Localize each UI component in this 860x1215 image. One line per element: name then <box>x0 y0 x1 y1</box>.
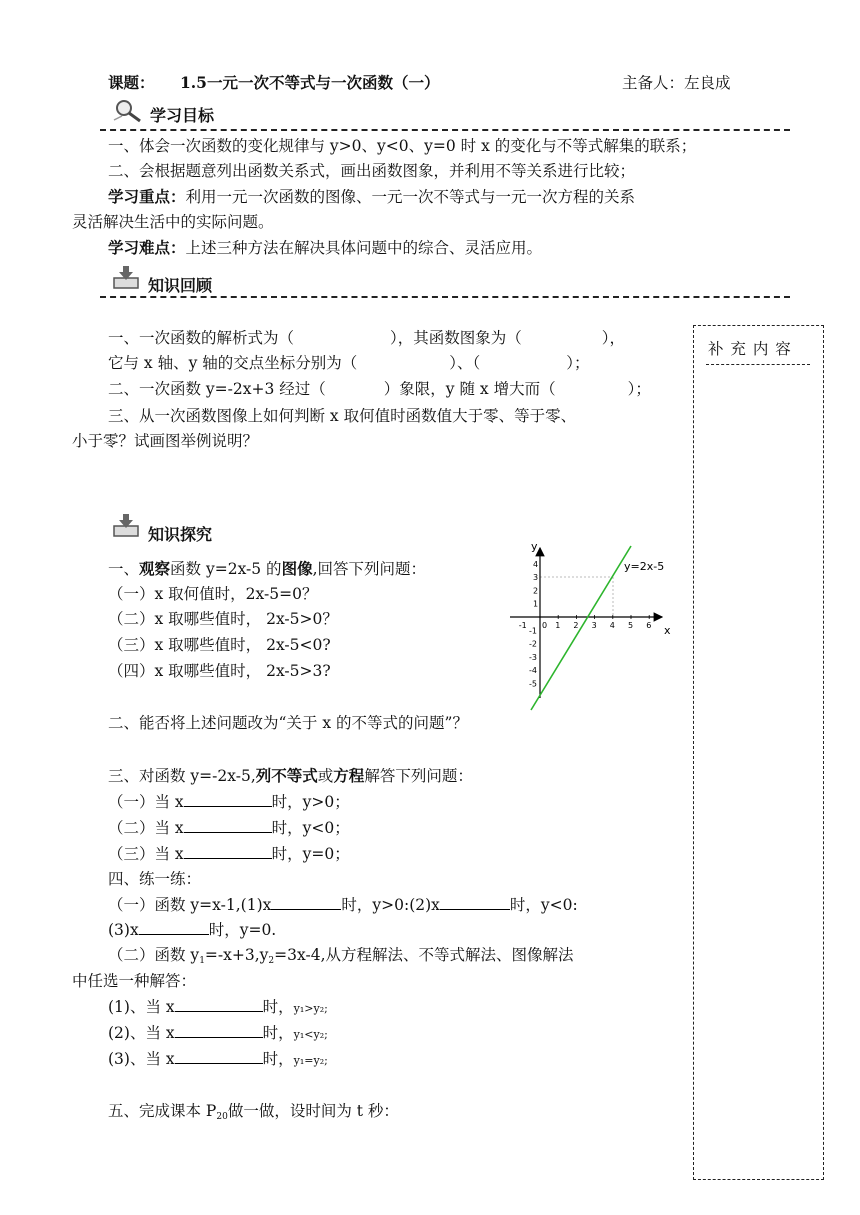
supplement-box <box>693 325 824 1180</box>
key-point-cont: 灵活解决生活中的实际问题。 <box>72 213 274 231</box>
text: 三、对函数 y=-2x-5, <box>108 767 256 785</box>
text: 图像 <box>281 559 313 578</box>
q3-item <box>108 843 350 865</box>
y-tick-label: 1 <box>533 599 539 609</box>
key-text: 利用一元一次函数的图像、一元一次不等式与一元一次方程的关系 <box>185 188 636 206</box>
answer-blank[interactable] <box>175 1022 263 1038</box>
lesson-title-text: 1.5一元一次不等式与一次函数（一） <box>180 73 440 92</box>
text: 时，y>0:(2)x <box>341 896 440 914</box>
relation: y₁<y₂; <box>293 1028 328 1041</box>
answer-blank[interactable] <box>271 894 341 910</box>
answer-blank[interactable] <box>139 919 209 935</box>
q4-line-3: （二）函数 $y_1=-x+3,y_2=3x-4$,从方程解法、不等式解法、图像解法 <box>108 946 574 966</box>
q3-item <box>108 791 350 813</box>
y-tick-label: -5 <box>529 679 537 689</box>
divider <box>100 296 790 298</box>
text: 时，y>0； <box>271 793 350 811</box>
y-tick-label: -2 <box>529 639 537 649</box>
text: （一）函数 y=x-1,(1)x <box>108 896 272 914</box>
text: (2)、当 x <box>108 1024 175 1042</box>
text: ）、（ <box>449 354 481 372</box>
question-5: 五、完成课本 $P_{20}$做一做，设时间为 t 秒： <box>108 1102 399 1122</box>
text: 解答下列问题： <box>364 767 473 785</box>
x-tick-label: 5 <box>628 621 634 630</box>
difficulty <box>108 237 542 259</box>
answer-blank[interactable] <box>175 1048 263 1064</box>
text: 它与 x 轴、y 轴的交点坐标分别为（ <box>108 354 358 372</box>
x-tick-label: 2 <box>573 621 579 630</box>
q1-item: （四）x 取哪些值时， 2x-5>3? <box>108 662 331 680</box>
text: =-x+3,y <box>204 946 269 964</box>
text: ）； <box>566 354 590 372</box>
text: 方程 <box>333 766 365 785</box>
text: 五、完成课本 P <box>108 1102 217 1120</box>
goal-2: 二、会根据题意列出函数关系式，画出函数图象，并利用不等关系进行比较； <box>108 162 636 180</box>
text: 时， <box>262 998 294 1016</box>
text: 列不等式 <box>255 766 318 785</box>
goal-1: 一、体会一次函数的变化规律与 y>0、y<0、y=0 时 x 的变化与不等式解集的联系； <box>108 137 697 155</box>
text: 时，y=0. <box>208 921 277 939</box>
question-2: 二、能否将上述问题改为“关于 x 的不等式的问题”？ <box>108 714 468 732</box>
key-label: 学习重点： <box>108 187 186 206</box>
q4-item <box>108 996 328 1020</box>
x-tick-label: 1 <box>555 621 561 630</box>
answer-blank[interactable] <box>184 791 272 807</box>
download-tray-icon <box>112 512 140 538</box>
review-line-2 <box>108 352 590 374</box>
text: 时，y<0: <box>509 896 578 914</box>
y-tick-label: -4 <box>529 666 537 676</box>
supplement-title: 补 充 内 容 <box>708 340 792 358</box>
magnifier-icon <box>112 98 144 124</box>
review-line-5: 小于零？试画图举例说明？ <box>72 432 259 450</box>
y-tick-label: 3 <box>533 573 539 583</box>
text: 时， <box>262 1050 294 1068</box>
question-4: 四、练一练： <box>108 870 202 888</box>
lesson-title <box>180 72 439 94</box>
text: ,回答下列问题： <box>312 560 427 578</box>
text: 一、一次函数的解析式为（ <box>108 329 295 347</box>
text: ）象限，y 随 x 增大而（ <box>383 380 556 398</box>
answer-blank[interactable] <box>184 843 272 859</box>
text: 时，y=0； <box>271 845 350 863</box>
divider <box>100 129 790 131</box>
text: 或 <box>317 767 334 785</box>
q4-line-2 <box>108 919 276 941</box>
function-graph <box>500 538 690 718</box>
text: 观察 <box>139 559 171 578</box>
q1-item: （二）x 取哪些值时， 2x-5>0？ <box>108 610 338 628</box>
q4-line-1 <box>108 894 578 916</box>
x-tick-label: 3 <box>591 621 597 630</box>
text: ），其函数图象为（ <box>390 329 522 347</box>
text: (1)、当 x <box>108 998 175 1016</box>
q1-item: （三）x 取哪些值时， 2x-5<0? <box>108 636 331 654</box>
text: =3x-4,从方程解法、不等式解法、图像解法 <box>274 946 574 964</box>
text: ）， <box>601 329 626 347</box>
text: 时， <box>262 1024 294 1042</box>
supplement-divider <box>706 364 810 365</box>
review-line-1 <box>108 327 625 349</box>
author: 主备人：左良成 <box>622 74 731 92</box>
y-tick-label: -1 <box>529 626 537 636</box>
line-label: y=2x-5 <box>624 560 665 573</box>
header-label: 课题： <box>108 73 155 92</box>
review-line-3 <box>108 378 651 400</box>
y-tick-label: 4 <box>533 559 539 569</box>
text: （二）当 x <box>108 819 184 837</box>
difficulty-label: 学习难点： <box>108 238 186 257</box>
q1-item: （一）x 取何值时，2x-5=0？ <box>108 585 318 603</box>
download-tray-icon <box>112 264 140 290</box>
x-tick-label: 0 <box>542 621 548 630</box>
text: (3)x <box>108 921 139 939</box>
review-title: 知识回顾 <box>148 276 213 295</box>
text: 一、 <box>108 560 140 578</box>
q3-item <box>108 817 350 839</box>
text: 时，y<0； <box>271 819 350 837</box>
answer-blank[interactable] <box>184 817 272 833</box>
answer-blank[interactable] <box>175 996 263 1012</box>
question-1 <box>108 558 426 580</box>
q4-item <box>108 1048 328 1072</box>
text: 二、一次函数 y=-2x+3 经过（ <box>108 380 326 398</box>
goals-title: 学习目标 <box>150 106 215 125</box>
explore-title: 知识探究 <box>148 525 213 544</box>
text: ）； <box>627 380 651 398</box>
text: 函数 y=2x-5 的 <box>170 560 282 578</box>
difficulty-text: 上述三种方法在解决具体问题中的综合、灵活应用。 <box>185 239 543 257</box>
answer-blank[interactable] <box>440 894 510 910</box>
text: 做一做，设时间为 t 秒： <box>227 1102 399 1120</box>
q4-line-4: 中任选一种解答： <box>72 972 197 990</box>
relation: y₁>y₂; <box>293 1002 328 1015</box>
y-tick-label: 2 <box>533 586 539 596</box>
relation: y₁=y₂; <box>293 1054 328 1067</box>
review-line-4: 三、从一次函数图像上如何判断 x 取何值时函数值大于零、等于零、 <box>108 407 577 425</box>
question-3 <box>108 765 473 787</box>
q4-item <box>108 1022 328 1046</box>
key-point <box>108 186 635 208</box>
x-tick-label: 6 <box>646 621 652 630</box>
text: （一）当 x <box>108 793 184 811</box>
y-tick-label: -3 <box>529 652 537 662</box>
text: (3)、当 x <box>108 1050 175 1068</box>
text: （三）当 x <box>108 845 184 863</box>
x-tick-label: 4 <box>609 621 615 630</box>
x-axis-label: x <box>664 624 671 637</box>
y-axis-label: y <box>531 540 538 553</box>
text: （二）函数 y <box>108 946 200 964</box>
x-tick-label: -1 <box>518 621 527 630</box>
